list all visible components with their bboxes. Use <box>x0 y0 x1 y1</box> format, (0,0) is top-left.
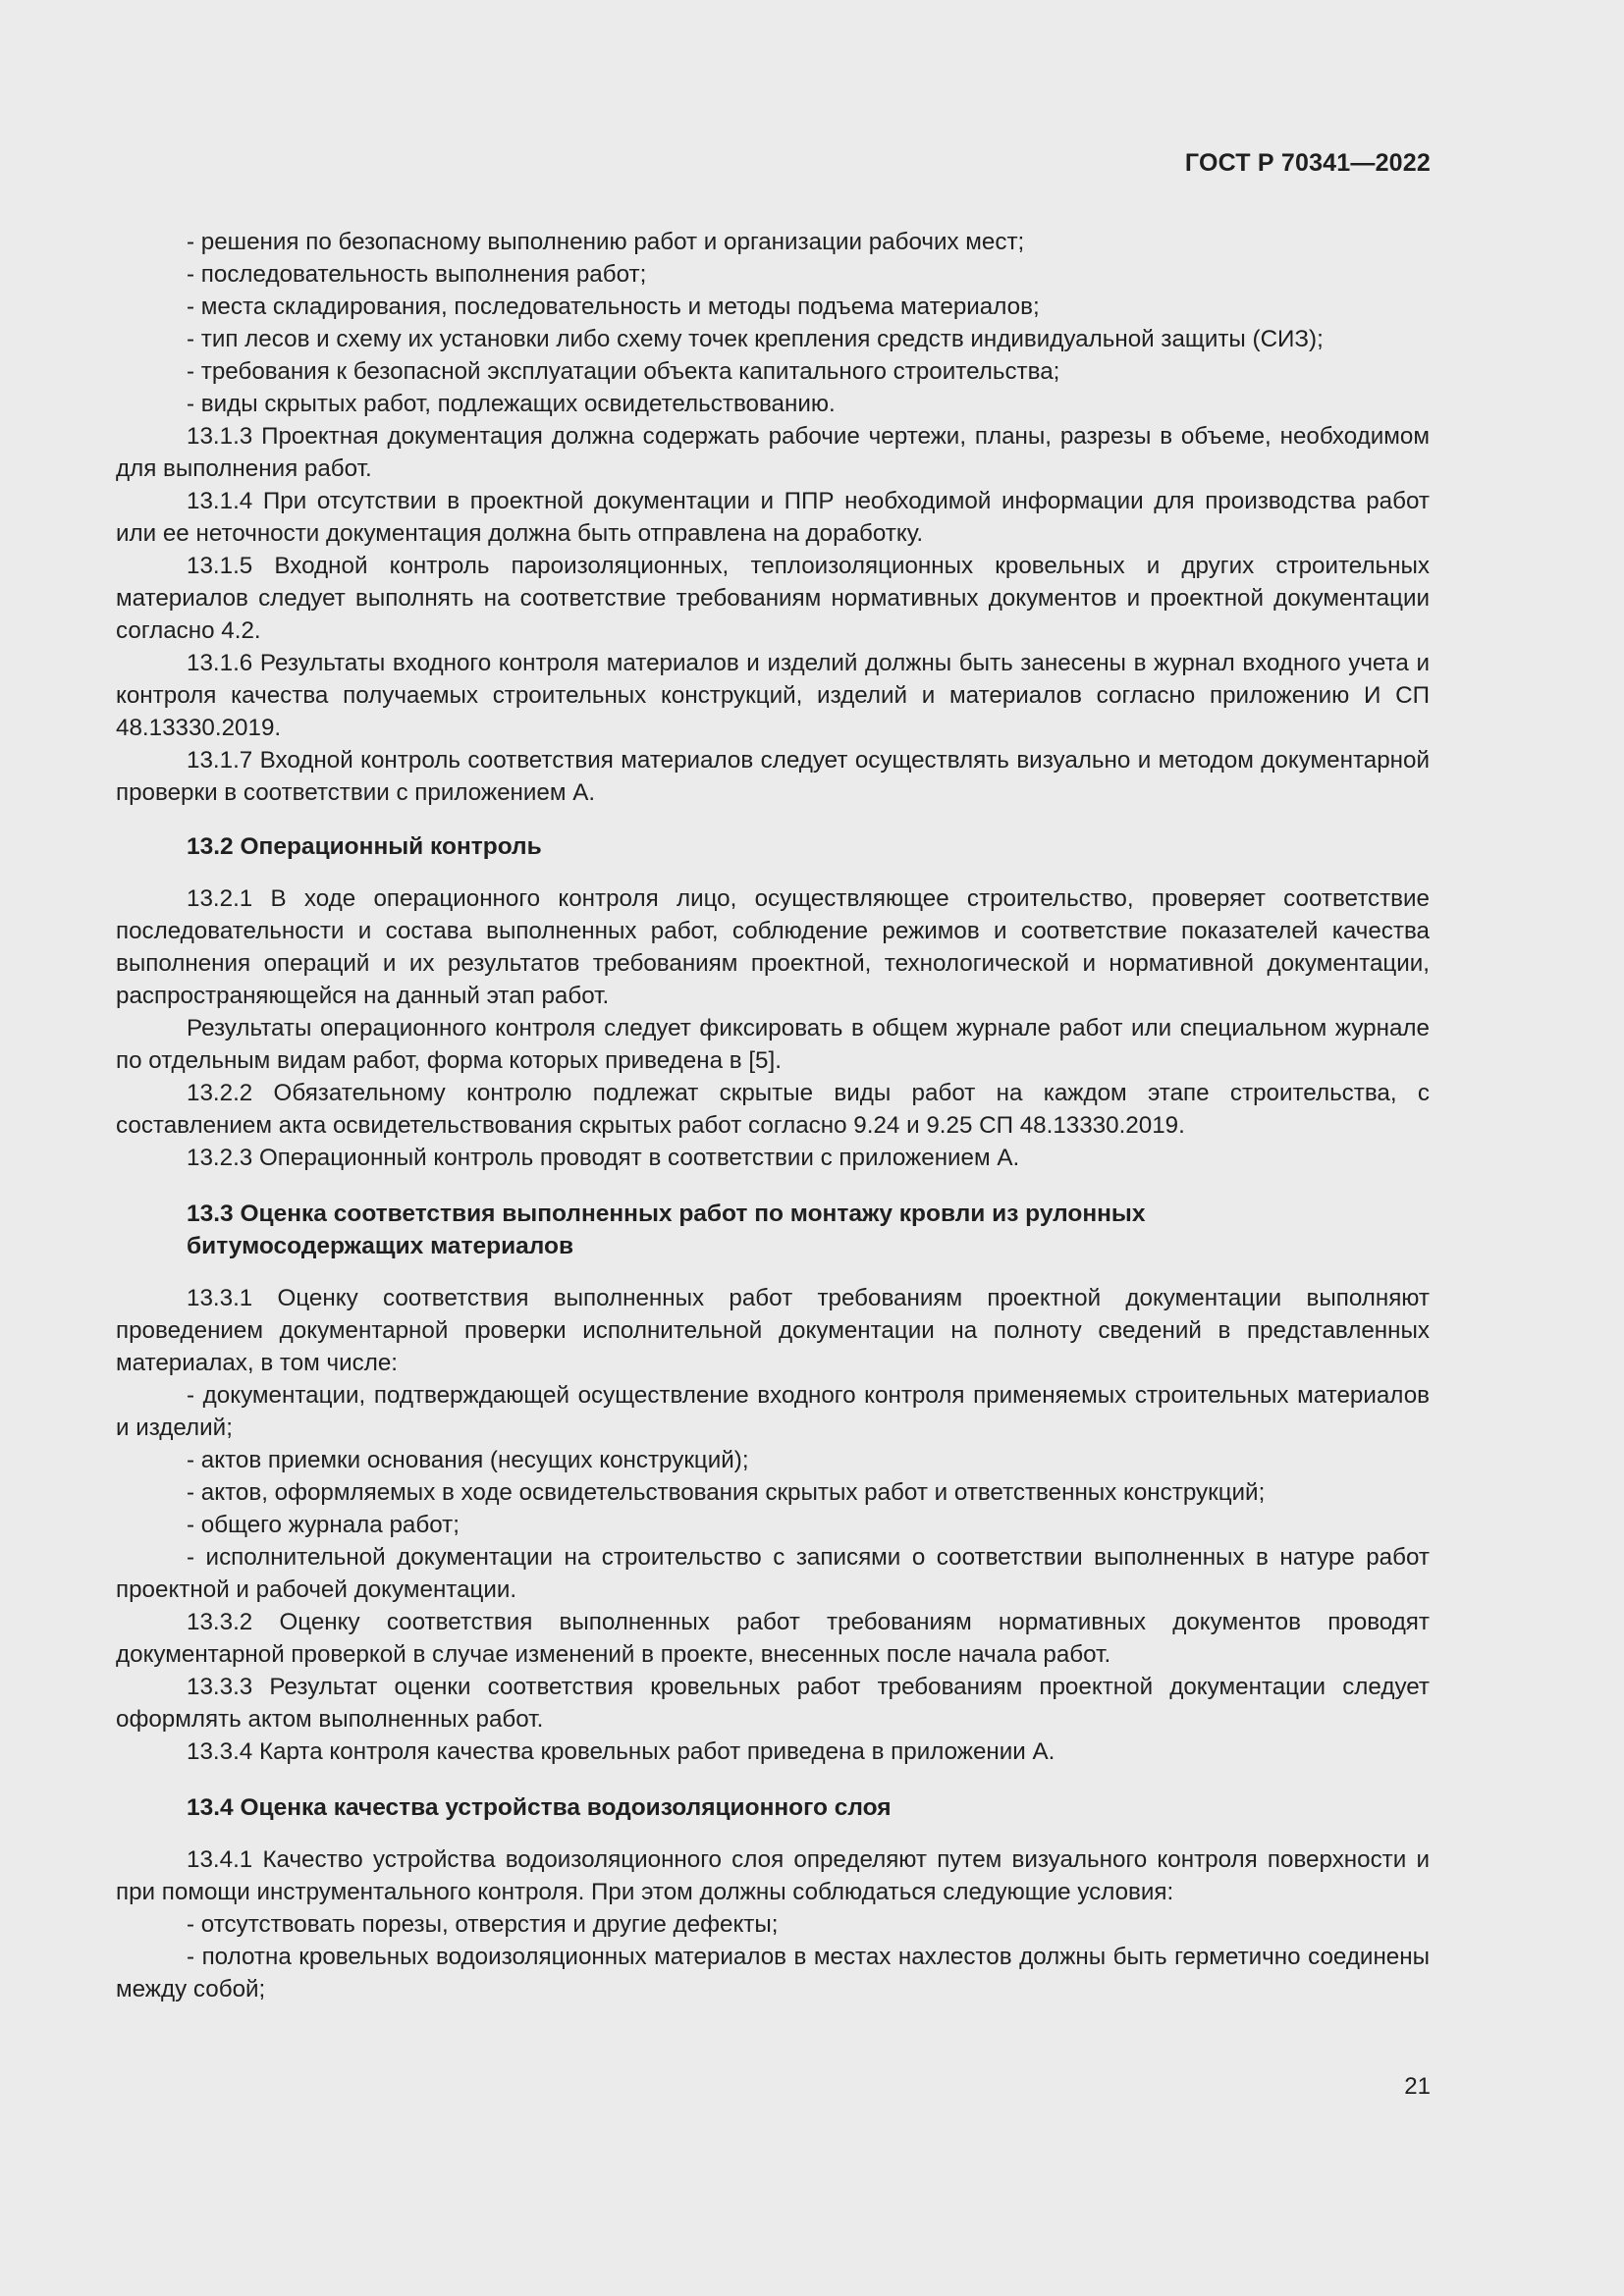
paragraph-13-1-7: 13.1.7 Входной контроль соответствия материалов следует осуществлять визуально и методом документарной проверки в соответствии с приложением А. <box>116 747 1430 806</box>
paragraph-13-3-4: 13.3.4 Карта контроля качества кровельных работ приведена в приложении А. <box>187 1738 1056 1765</box>
list-item: - полотна кровельных водоизоляционных материалов в местах нахлестов должны быть герметично соединены между собой; <box>116 1944 1430 2002</box>
paragraph-13-1-6: 13.1.6 Результаты входного контроля материалов и изделий должны быть занесены в журнал входного учета и контроля качества получаемых строительных конструкций, изделий и материалов согласно приложению И СП 48.13330.2019. <box>116 650 1430 741</box>
list-item: - требования к безопасной эксплуатации объекта капитального строительства; <box>187 358 1060 385</box>
list-item: - общего журнала работ; <box>187 1512 460 1538</box>
paragraph-13-3-2: 13.3.2 Оценку соответствия выполненных работ требованиям нормативных документов проводят документарной проверкой в случае изменений в проекте, внесенных после начала работ. <box>116 1609 1430 1668</box>
section-heading-13-4: 13.4 Оценка качества устройства водоизоляционного слоя <box>187 1794 892 1821</box>
paragraph-13-2-3: 13.2.3 Операционный контроль проводят в соответствии с приложением А. <box>187 1145 1020 1171</box>
list-item: - места складирования, последовательность и методы подъема материалов; <box>187 294 1040 320</box>
paragraph-13-2-2: 13.2.2 Обязательному контролю подлежат скрытые виды работ на каждом этапе строительства, с составлением акта освидетельствования скрытых работ согласно 9.24 и 9.25 СП 48.13330.2019. <box>116 1080 1430 1139</box>
paragraph-13-3-1: 13.3.1 Оценку соответствия выполненных работ требованиям проектной документации выполняют проведением документарной проверки исполнительной документации на полноту сведений в представленных материалах, в том числе: <box>116 1285 1430 1376</box>
section-heading-13-2: 13.2 Операционный контроль <box>187 833 542 860</box>
list-item: - отсутствовать порезы, отверстия и другие дефекты; <box>187 1911 779 1938</box>
page-number: 21 <box>1404 2073 1431 2100</box>
section-heading-13-3: 13.3 Оценка соответствия выполненных работ по монтажу кровли из рулонных битумосодержащих материалов <box>187 1201 1146 1259</box>
list-item: - документации, подтверждающей осуществление входного контроля применяемых строительных материалов и изделий; <box>116 1382 1430 1441</box>
list-item: - решения по безопасному выполнению работ и организации рабочих мест; <box>187 229 1025 255</box>
list-item: - виды скрытых работ, подлежащих освидетельствованию. <box>187 391 836 417</box>
list-item: - последовательность выполнения работ; <box>187 261 647 288</box>
document-body <box>116 226 1430 2005</box>
document-code-header: ГОСТ Р 70341—2022 <box>1184 149 1431 177</box>
paragraph-13-1-3: 13.1.3 Проектная документация должна содержать рабочие чертежи, планы, разрезы в объеме, необходимом для выполнения работ. <box>116 423 1430 482</box>
list-item: - тип лесов и схему их установки либо схему точек крепления средств индивидуальной защиты (СИЗ); <box>187 326 1324 352</box>
list-item: - исполнительной документации на строительство с записями о соответствии выполненных в натуре работ проектной и рабочей документации. <box>116 1544 1430 1603</box>
paragraph-13-2-1-results: Результаты операционного контроля следует фиксировать в общем журнале работ или специальном журнале по отдельным видам работ, форма которых приведена в [5]. <box>116 1015 1430 1074</box>
paragraph-13-1-4: 13.1.4 При отсутствии в проектной документации и ППР необходимой информации для производства работ или ее неточности документация должна быть отправлена на доработку. <box>116 488 1430 547</box>
paragraph-13-4-1: 13.4.1 Качество устройства водоизоляционного слоя определяют путем визуального контроля поверхности и при помощи инструментального контроля. При этом должны соблюдаться следующие условия: <box>116 1846 1430 1905</box>
paragraph-13-3-3: 13.3.3 Результат оценки соответствия кровельных работ требованиям проектной документации следует оформлять актом выполненных работ. <box>116 1674 1430 1733</box>
list-item: - актов, оформляемых в ходе освидетельствования скрытых работ и ответственных конструкций; <box>187 1479 1266 1506</box>
list-item: - актов приемки основания (несущих конструкций); <box>187 1447 749 1473</box>
paragraph-13-2-1: 13.2.1 В ходе операционного контроля лицо, осуществляющее строительство, проверяет соответствие последовательности и состава выполненных работ, соблюдение режимов и соответствие показателей качества выполнения операций и их результатов требованиям проектной, технологической и нормативной документации, распространяющейся на данный этап работ. <box>116 885 1430 1009</box>
paragraph-13-1-5: 13.1.5 Входной контроль пароизоляционных, теплоизоляционных кровельных и других строительных материалов следует выполнять на соответствие требованиям нормативных документов и проектной документации согласно 4.2. <box>116 553 1430 644</box>
